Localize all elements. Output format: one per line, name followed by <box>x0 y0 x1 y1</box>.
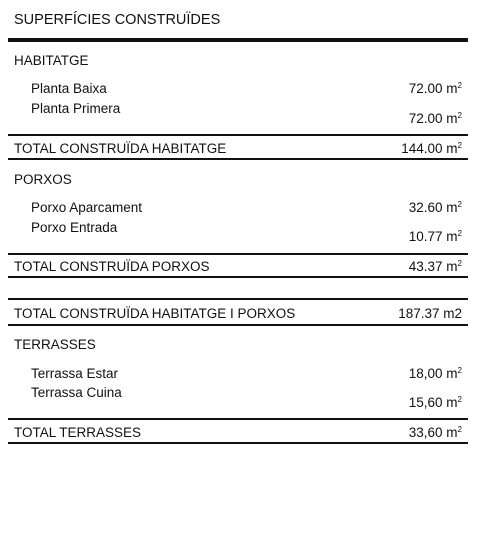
item-value: 72.00 $m^2$ <box>408 111 462 126</box>
item-value: 10.77 $m^2$ <box>408 229 462 244</box>
row-divider <box>8 158 468 160</box>
row-divider <box>8 276 468 278</box>
item-value: 15,60 $m^2$ <box>408 395 462 410</box>
row-divider <box>8 324 468 326</box>
row-divider <box>8 298 468 300</box>
item-value: 32.60 $m^2$ <box>408 200 462 215</box>
page-title: SUPERFÍCIES CONSTRUÏDES <box>14 12 221 28</box>
combined-total-label: TOTAL CONSTRUÏDA HABITATGE I PORXOS <box>14 306 296 321</box>
section-header-terrasses: TERRASSES <box>14 337 96 352</box>
total-value: 43.37 $m^2$ <box>408 259 462 274</box>
total-value: 33,60 $m^2$ <box>408 425 462 440</box>
item-label: Porxo Aparcament <box>31 200 143 215</box>
item-label: Terrassa Cuina <box>31 385 122 400</box>
item-value: 18,00 $m^2$ <box>408 366 462 381</box>
item-label: Porxo Entrada <box>31 220 118 235</box>
total-value: 144.00 $m^2$ <box>401 141 462 156</box>
title-divider <box>8 38 468 42</box>
section-header-porxos: PORXOS <box>14 172 72 187</box>
item-label: Planta Baixa <box>31 81 107 96</box>
total-label: TOTAL CONSTRUÏDA HABITATGE <box>14 141 227 156</box>
item-label: Planta Primera <box>31 101 121 116</box>
row-divider <box>8 134 468 136</box>
row-divider <box>8 418 468 420</box>
row-divider <box>8 253 468 255</box>
item-label: Terrassa Estar <box>31 366 119 381</box>
item-value: 72.00 $m^2$ <box>408 81 462 96</box>
row-divider <box>8 442 468 444</box>
section-header-habitatge: HABITATGE <box>14 53 89 68</box>
total-label: TOTAL CONSTRUÏDA PORXOS <box>14 259 210 274</box>
combined-total-value: 187.37 m2 <box>398 306 462 321</box>
total-label: TOTAL TERRASSES <box>14 425 142 440</box>
